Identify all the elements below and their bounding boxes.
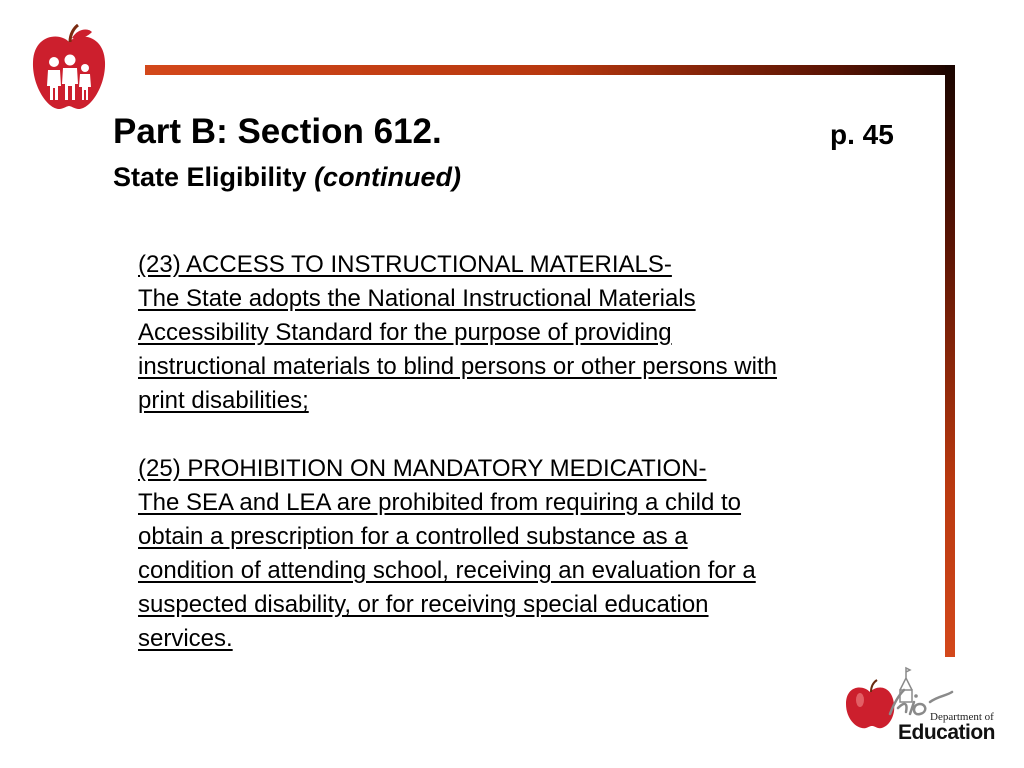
section-line: suspected disability, or for receiving special education — [138, 591, 709, 618]
page-number: p. 45 — [830, 119, 894, 150]
section-line: condition of attending school, receiving an evaluation for a — [138, 557, 756, 584]
slide-subtitle — [113, 160, 461, 194]
section-line: print disabilities; — [138, 387, 309, 414]
logo-education: Education — [898, 721, 996, 744]
section-mandatory-medication — [138, 452, 928, 656]
subtitle-continued: (continued) — [314, 162, 462, 192]
section-spacer — [138, 418, 928, 452]
family-apple-icon — [30, 24, 108, 112]
slide-title: Part B: Section 612. — [113, 112, 442, 151]
section-line: instructional materials to blind persons or other persons with — [138, 353, 777, 380]
right-accent-bar — [945, 65, 955, 657]
section-line: The SEA and LEA are prohibited from requiring a child to — [138, 489, 742, 516]
section-line: Accessibility Standard for the purpose of providing — [138, 319, 672, 346]
section-heading: (25) PROHIBITION ON MANDATORY MEDICATION- — [138, 455, 707, 482]
slide-body — [138, 248, 928, 656]
subtitle-main: State Eligibility — [113, 162, 307, 192]
section-line: The State adopts the National Instructional Materials — [138, 285, 696, 312]
section-heading: (23) ACCESS TO INSTRUCTIONAL MATERIALS- — [138, 251, 672, 278]
section-access-materials — [138, 248, 928, 418]
top-accent-bar — [145, 65, 955, 75]
section-line: obtain a prescription for a controlled substance as a — [138, 523, 688, 550]
logo-department-of: Department of — [930, 711, 994, 723]
section-line: services. — [138, 625, 233, 652]
